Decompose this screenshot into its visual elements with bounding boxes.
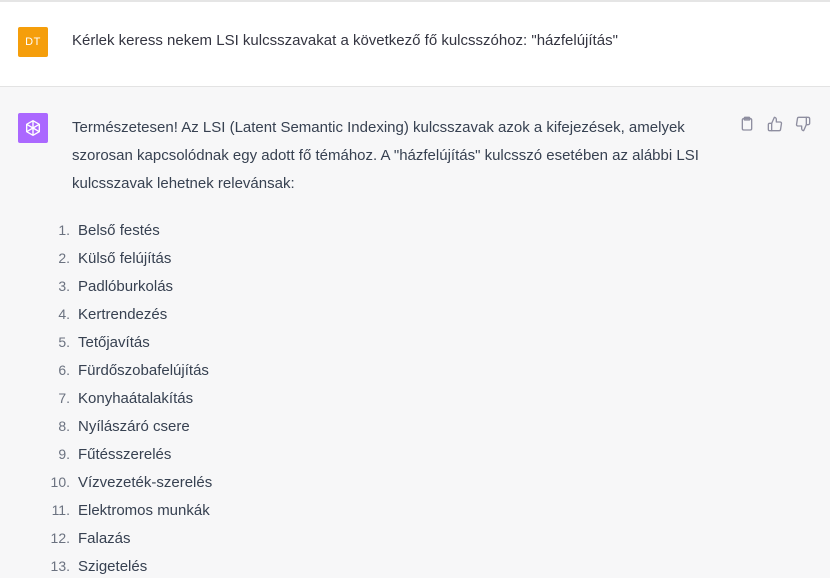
list-item-text: Konyhaátalakítás bbox=[78, 390, 194, 407]
list-item-text: Szigetelés bbox=[78, 558, 148, 575]
list-number: 11. bbox=[51, 502, 70, 518]
list-number: 3. bbox=[58, 278, 70, 294]
thumbs-down-icon bbox=[795, 116, 811, 132]
list-item bbox=[40, 552, 212, 580]
list-item bbox=[40, 300, 212, 328]
list-number: 9. bbox=[58, 446, 70, 462]
thumbs-up-icon bbox=[767, 116, 783, 132]
list-item bbox=[40, 328, 212, 356]
list-item-text: Kertrendezés bbox=[78, 306, 168, 323]
clipboard-icon bbox=[739, 116, 755, 132]
user-avatar: DT bbox=[18, 27, 48, 57]
list-number: 8. bbox=[58, 418, 70, 434]
list-number: 5. bbox=[58, 334, 70, 350]
list-item-text: Elektromos munkák bbox=[78, 502, 210, 519]
assistant-avatar bbox=[18, 113, 48, 143]
list-item-text: Fűtésszerelés bbox=[78, 446, 172, 463]
message-actions bbox=[738, 115, 812, 133]
list-item bbox=[40, 440, 212, 468]
list-item-text: Tetőjavítás bbox=[78, 334, 150, 351]
list-item-text: Nyílászáró csere bbox=[78, 418, 190, 435]
list-number: 12. bbox=[50, 530, 70, 546]
user-message-text: Kérlek keress nekem LSI kulcsszavakat a következő fő kulcsszóhoz: "házfelújítás" bbox=[72, 32, 618, 49]
thumbs-down-button[interactable] bbox=[794, 115, 812, 133]
list-item-text: Padlóburkolás bbox=[78, 278, 174, 295]
list-item-text: Külső felújítás bbox=[78, 250, 172, 267]
list-number: 4. bbox=[58, 306, 70, 322]
list-item bbox=[40, 496, 212, 524]
list-item bbox=[40, 524, 212, 552]
thumbs-up-button[interactable] bbox=[766, 115, 784, 133]
list-number: 7. bbox=[58, 390, 70, 406]
assistant-message-row bbox=[0, 87, 830, 578]
openai-logo-icon bbox=[22, 117, 44, 139]
list-item-text: Belső festés bbox=[78, 222, 160, 239]
user-message-row bbox=[0, 2, 830, 87]
list-item bbox=[40, 468, 212, 496]
list-number: 6. bbox=[58, 362, 70, 378]
list-item bbox=[40, 216, 212, 244]
list-number: 10. bbox=[50, 474, 70, 490]
lsi-keyword-list bbox=[40, 216, 212, 580]
list-item-text: Fürdőszobafelújítás bbox=[78, 362, 209, 379]
list-item bbox=[40, 356, 212, 384]
list-item-text: Vízvezeték-szerelés bbox=[78, 474, 213, 491]
list-number: 2. bbox=[58, 250, 70, 266]
list-number: 13. bbox=[50, 558, 70, 574]
list-number: 1. bbox=[58, 222, 70, 238]
list-item bbox=[40, 384, 212, 412]
list-item bbox=[40, 412, 212, 440]
assistant-intro-text: Természetesen! Az LSI (Latent Semantic Indexing) kulcsszavak azok a kifejezések, amelyek szorosan kapcsolódnak egy adott fő témához. A "házfelújítás" kulcsszó esetében az alábbi LSI kulcsszavak lehetnek relevánsak: bbox=[72, 119, 699, 192]
copy-button[interactable] bbox=[738, 115, 756, 133]
list-item bbox=[40, 244, 212, 272]
list-item-text: Falazás bbox=[78, 530, 131, 547]
list-item bbox=[40, 272, 212, 300]
